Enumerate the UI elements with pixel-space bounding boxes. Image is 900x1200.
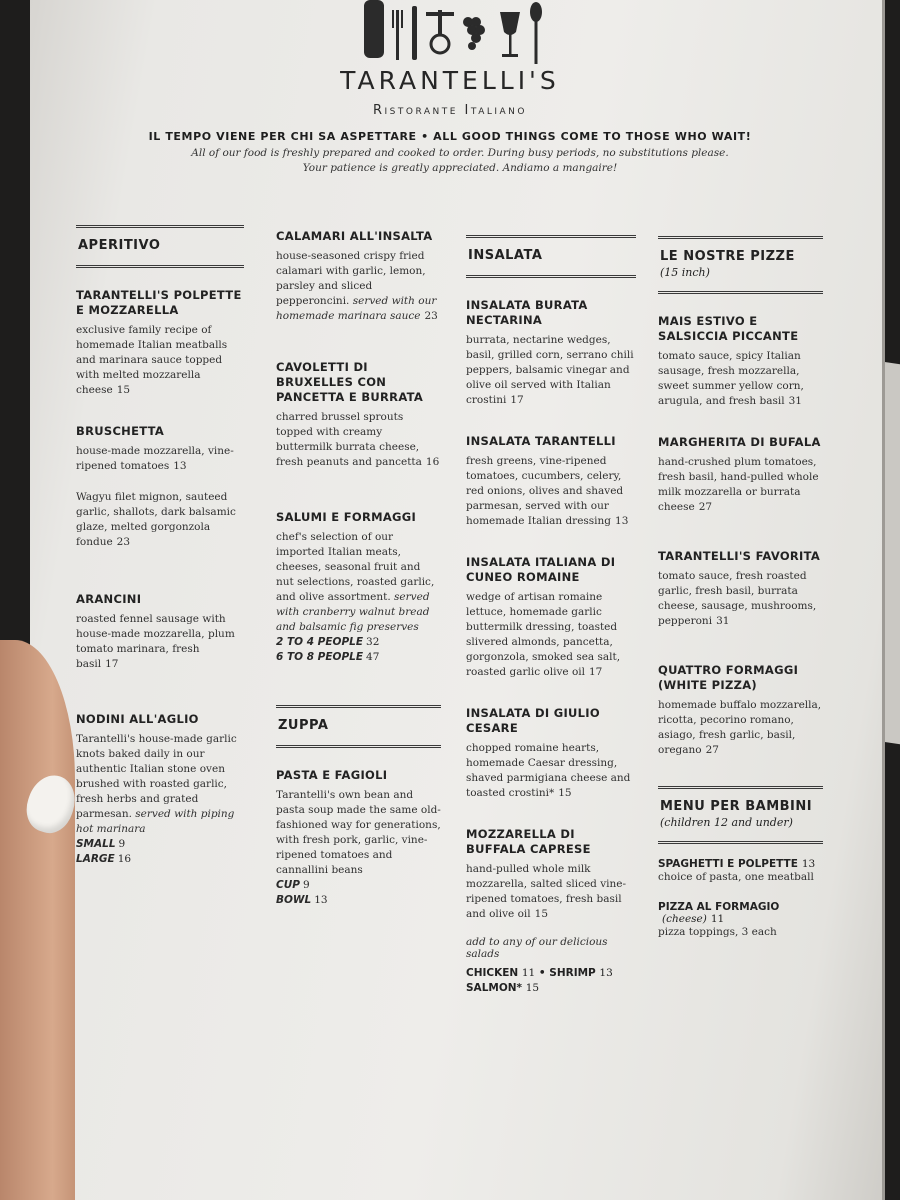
item-name: INSALATA TARANTELLI (466, 434, 616, 448)
menu-item-wagyu (76, 490, 244, 550)
column-insalata (466, 235, 636, 996)
item-name: PIZZA AL FORMAGIO (cheese) 11 (658, 901, 780, 925)
hand (0, 640, 75, 1200)
restaurant-subtitle: Ristorante Italiano (372, 103, 527, 118)
notice-line-1: All of our food is freshly prepared and cooked to order. During busy periods, no substitutions please. (191, 147, 729, 159)
motto: IL TEMPO VIENE PER CHI SA ASPETTARE • ALL GOOD THINGS COME TO THOSE WHO WAIT! (148, 130, 752, 143)
addon-note: add to any of our delicious salads (466, 936, 608, 960)
pizze-subheading: (15 inch) (660, 266, 710, 279)
item-price: 17 (588, 666, 603, 678)
item-price: 16 (425, 456, 440, 468)
item-desc: exclusive family recipe of homemade Italian meatballs and marinara sauce topped with melted mozzarella cheese 15 (76, 324, 228, 396)
item-desc: charred brussel sprouts topped with creamy buttermilk burrata cheese, fresh peanuts and pancetta 16 (276, 411, 440, 468)
item-name: INSALATA DI GIULIO CESARE (466, 706, 600, 735)
menu-item-bruschetta (76, 424, 244, 474)
menu-item-pasta-fagioli (276, 768, 441, 908)
menu-item-tarantelli-salad (466, 434, 636, 529)
menu-item-kids-pizza (658, 901, 823, 940)
column-two (276, 229, 441, 934)
item-desc: choice of pasta, one meatball (658, 871, 814, 883)
bambini-subheading: (children 12 and under) (660, 816, 793, 829)
bambini-heading: MENU PER BAMBINI (660, 799, 813, 814)
item-desc: chopped romaine hearts, homemade Caesar dressing, shaved parmigiana cheese and toasted crostini* 15 (466, 742, 631, 799)
restaurant-name: TARANTELLI'S (340, 66, 560, 95)
menu-item-burrata (466, 298, 636, 408)
section-heading-aperitivo: APERITIVO (76, 225, 244, 268)
item-name: BRUSCHETTA (76, 424, 165, 438)
column-pizze (658, 236, 823, 966)
item-name: PASTA E FAGIOLI (276, 768, 388, 782)
item-price: 13 (173, 460, 187, 472)
item-desc: fresh greens, vine-ripened tomatoes, cucumbers, celery, red onions, olives and shaved parmesan, served with our homemade Italian dressing 13 (466, 455, 629, 527)
item-desc: hand-pulled whole milk mozzarella, salted sliced vine-ripened tomatoes, fresh basil and olive oil 15 (466, 863, 627, 920)
item-desc: hand-crushed plum tomatoes, fresh basil, hand-pulled whole milk mozzarella or burrata cheese 27 (658, 456, 819, 513)
service-notice (190, 146, 730, 176)
menu-item-cuneo (466, 555, 636, 680)
item-price: 27 (705, 744, 719, 756)
menu-item-calamari (276, 229, 441, 324)
option-2-to-4: 2 TO 4 PEOPLE 32 (276, 636, 380, 648)
menu-item-cesare (466, 706, 636, 801)
menu-item-nodini (76, 712, 244, 867)
item-desc: homemade buffalo mozzarella, ricotta, pecorino romano, asiago, fresh garlic, basil, oregano 27 (658, 699, 822, 756)
item-desc: roasted fennel sausage with house-made mozzarella, plum tomato marinara, fresh basil 17 (76, 613, 235, 670)
item-price: 27 (698, 501, 713, 513)
item-name: INSALATA BURATA NECTARINA (466, 298, 588, 327)
menu-item-cavoletti (276, 360, 441, 470)
item-desc: Tarantelli's own bean and pasta soup made the same old-fashioned way for generations, with fresh pork, garlic, vine-ripened tomatoes and cannallini beans (276, 789, 441, 876)
item-note: served with cranberry walnut bread and balsamic fig preserves (276, 591, 430, 633)
menu-item-salumi (276, 510, 441, 665)
menu-item-arancini (76, 592, 244, 672)
item-desc: house-seasoned crispy fried calamari with garlic, lemon, parsley and sliced pepperoncini. served with our homemade marinara sauce 23 (276, 250, 438, 322)
menu-item-favorita (658, 549, 823, 629)
menu-item-caprese (466, 827, 636, 922)
notice-line-2: Your patience is greatly appreciated. Andiamo a mangaire! (302, 162, 618, 174)
item-name: CALAMARI ALL'INSALTA (276, 229, 433, 243)
menu-item-mais (658, 314, 823, 409)
item-name: NODINI ALL'AGLIO (76, 712, 199, 726)
pizze-heading: LE NOSTRE PIZZE (660, 249, 795, 264)
item-desc: tomato sauce, fresh roasted garlic, fresh basil, burrata cheese, sausage, mushrooms, pepperoni 31 (658, 570, 817, 627)
menu-item-spaghetti (658, 858, 823, 885)
item-name: MAIS ESTIVO E SALSICCIA PICCANTE (658, 314, 799, 343)
item-price: 13 (615, 515, 629, 527)
item-desc: pizza toppings, 3 each (658, 926, 777, 938)
item-name: MARGHERITA DI BUFALA (658, 435, 821, 449)
item-price: 15 (534, 908, 549, 920)
item-name: SPAGHETTI E POLPETTE 13 (658, 858, 816, 870)
item-desc: chef's selection of our imported Italian meats, cheeses, seasonal fruit and nut selections, roasted garlic, and olive assortment. served with cranberry walnut bread and balsamic fig preserves (276, 531, 435, 633)
section-heading-insalata: INSALATA (466, 235, 636, 278)
item-price: 17 (105, 658, 119, 670)
size-large: LARGE 16 (76, 853, 132, 865)
item-price: 31 (716, 615, 730, 627)
item-desc: burrata, nectarine wedges, basil, grilled corn, serrano chili peppers, balsamic vinegar and olive oil served with Italian crostini 17 (466, 334, 634, 406)
item-price: 15 (558, 787, 572, 799)
menu-item-polpette (76, 288, 244, 398)
item-name: TARANTELLI'S FAVORITA (658, 549, 821, 563)
column-aperitivo (76, 225, 244, 893)
item-note: served with our homemade marinara sauce (276, 295, 437, 322)
item-name: TARANTELLI'S POLPETTE E MOZZARELLA (76, 288, 242, 317)
item-name: INSALATA ITALIANA DI CUNEO ROMAINE (466, 555, 616, 584)
size-small: SMALL 9 (76, 838, 126, 850)
item-name: MOZZARELLA DI BUFFALA CAPRESE (466, 827, 591, 856)
addon-salmon: SALMON* 15 (466, 982, 540, 994)
utensils-logo-icon (360, 0, 550, 68)
option-6-to-8: 6 TO 8 PEOPLE 47 (276, 651, 380, 663)
item-price: 23 (116, 536, 131, 548)
item-name: ARANCINI (76, 592, 142, 606)
section-heading-zuppa: ZUPPA (276, 705, 441, 748)
menu-item-margherita (658, 435, 823, 515)
item-name: CAVOLETTI DI BRUXELLES CON PANCETTA E BURRATA (276, 360, 424, 404)
item-price: 17 (510, 394, 524, 406)
item-note: served with piping hot marinara (76, 808, 235, 835)
item-desc: tomato sauce, spicy Italian sausage, fresh mozzarella, sweet summer yellow corn, arugula, and fresh basil 31 (658, 350, 804, 407)
item-desc: house-made mozzarella, vine-ripened tomatoes 13 (76, 445, 234, 472)
item-name: QUATTRO FORMAGGI (WHITE PIZZA) (658, 663, 799, 692)
item-desc: Tarantelli's house-made garlic knots baked daily in our authentic Italian stone oven brushed with roasted garlic, fresh herbs and grated parmesan. served with piping hot marinara (76, 733, 237, 835)
item-name: SALUMI E FORMAGGI (276, 510, 417, 524)
item-price: 15 (116, 384, 131, 396)
section-heading-bambini (658, 786, 823, 844)
size-bowl: BOWL 13 (276, 894, 328, 906)
item-price: 23 (424, 310, 438, 322)
item-desc: Wagyu filet mignon, sauteed garlic, shallots, dark balsamic glaze, melted gorgonzola fondue 23 (76, 491, 236, 548)
size-cup: CUP 9 (276, 879, 310, 891)
item-desc: wedge of artisan romaine lettuce, homemade garlic buttermilk dressing, toasted slivered almonds, pancetta, gorgonzola, smoked sea salt, roasted garlic olive oil 17 (466, 591, 621, 678)
section-heading-pizze (658, 236, 823, 294)
menu-item-quattro (658, 663, 823, 758)
addon-line: CHICKEN 11 • SHRIMP 13 (466, 967, 613, 979)
item-price: 31 (788, 395, 802, 407)
